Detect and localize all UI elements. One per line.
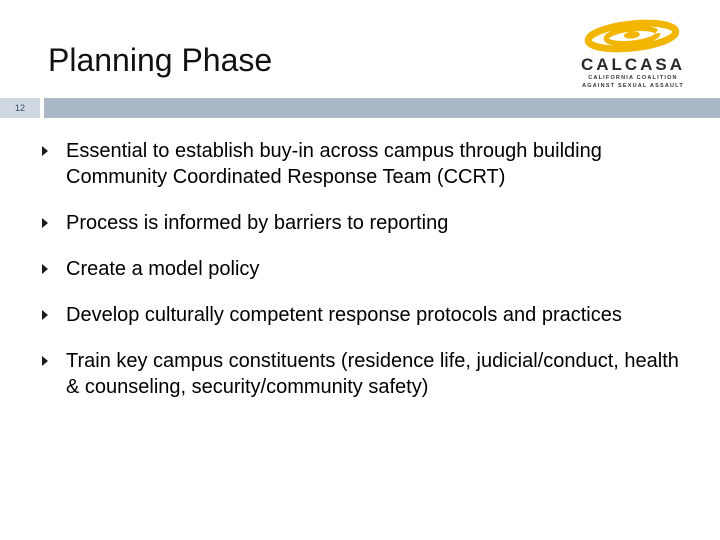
bullet-item — [38, 302, 688, 328]
logo-subline-2: AGAINST SEXUAL ASSAULT — [582, 83, 684, 89]
bullet-text: Process is informed by barriers to reporting — [66, 212, 449, 234]
title-rule-band — [0, 98, 720, 118]
bullet-item — [38, 138, 688, 190]
triangle-right-icon — [38, 308, 52, 322]
rule-bar — [44, 98, 720, 118]
bullet-text: Develop culturally competent response protocols and practices — [66, 304, 622, 326]
bullet-text: Create a model policy — [66, 258, 260, 280]
swirl-logo-icon — [572, 14, 694, 56]
triangle-right-icon — [38, 354, 52, 368]
bullet-item — [38, 348, 688, 400]
triangle-right-icon — [38, 216, 52, 230]
bullet-item — [38, 210, 688, 236]
triangle-right-icon — [38, 262, 52, 276]
slide-number: 12 — [14, 103, 25, 113]
bullet-list — [38, 138, 688, 420]
logo-wordmark: CALCASA — [580, 55, 686, 74]
bullet-text: Essential to establish buy-in across campus through building Community Coordinated Response Team (CCRT) — [66, 140, 602, 188]
bullet-text: Train key campus constituents (residence life, judicial/conduct, health & counseling, security/community safety) — [66, 350, 679, 398]
triangle-right-icon — [38, 144, 52, 158]
slide-title: Planning Phase — [48, 42, 273, 78]
logo-subline-1: CALIFORNIA COALITION — [588, 75, 678, 81]
bullet-item — [38, 256, 688, 282]
calcasa-logo — [572, 14, 694, 94]
